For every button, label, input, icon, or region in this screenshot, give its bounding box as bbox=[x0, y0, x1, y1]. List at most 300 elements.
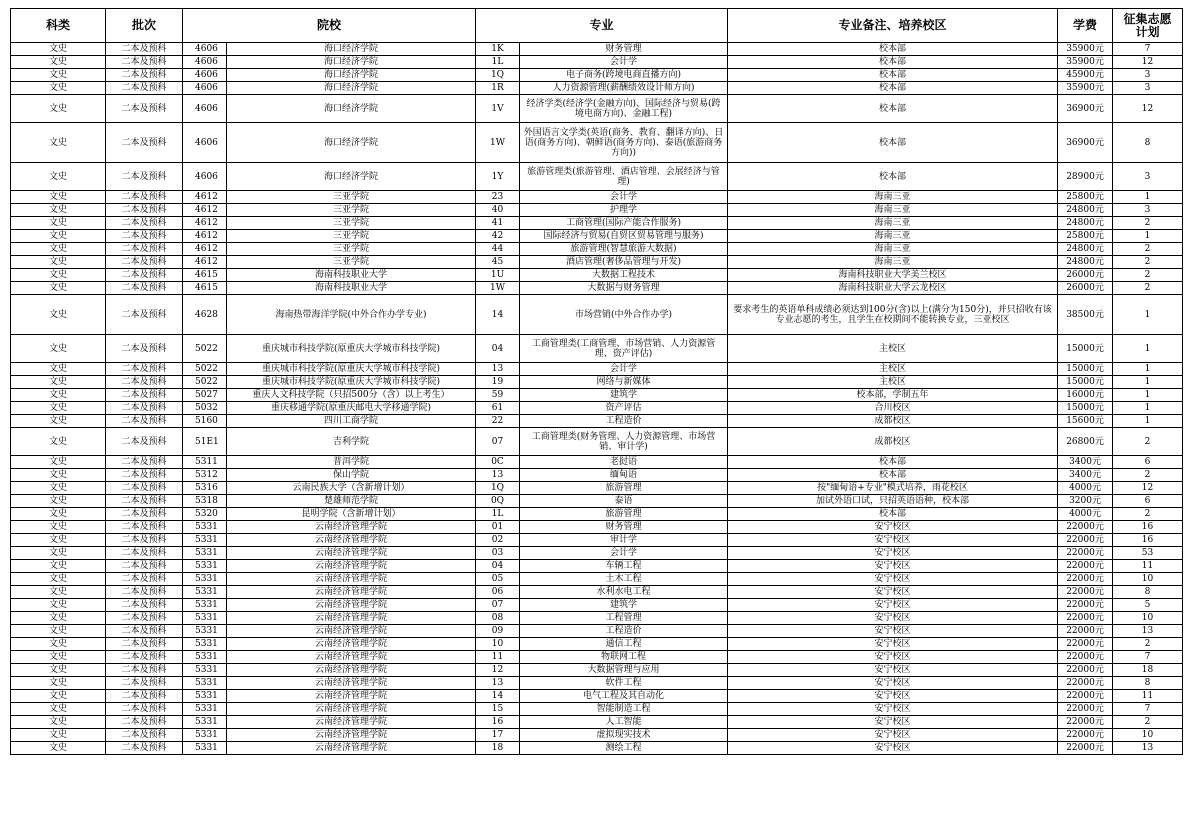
cell-major-name: 旅游管理(智慧旅游大数据) bbox=[520, 243, 728, 256]
cell-major-code: 1U bbox=[476, 269, 520, 282]
cell-school-name: 海口经济学院 bbox=[227, 82, 476, 95]
cell-school-name: 云南经济管理学院 bbox=[227, 534, 476, 547]
table-row bbox=[11, 82, 1183, 95]
cell-major-name: 审计学 bbox=[520, 534, 728, 547]
cell-major-notes: 海南三亚 bbox=[728, 256, 1058, 269]
table-row bbox=[11, 534, 1183, 547]
table-row bbox=[11, 363, 1183, 376]
cell-tuition: 4000元 bbox=[1058, 482, 1113, 495]
cell-major-name: 泰语 bbox=[520, 495, 728, 508]
cell-major-code: 1W bbox=[476, 123, 520, 163]
cell-major-code: 13 bbox=[476, 677, 520, 690]
cell-major-notes: 海南三亚 bbox=[728, 230, 1058, 243]
cell-school-name: 重庆城市科技学院(原重庆大学城市科技学院) bbox=[227, 376, 476, 389]
cell-tuition: 35900元 bbox=[1058, 56, 1113, 69]
cell-subject-type: 文史 bbox=[11, 415, 106, 428]
cell-plan-count: 11 bbox=[1113, 560, 1183, 573]
table-row bbox=[11, 638, 1183, 651]
cell-tuition: 15000元 bbox=[1058, 402, 1113, 415]
table-row bbox=[11, 256, 1183, 269]
cell-major-code: 13 bbox=[476, 363, 520, 376]
cell-major-notes: 校本部 bbox=[728, 508, 1058, 521]
cell-major-notes: 安宁校区 bbox=[728, 690, 1058, 703]
cell-major-code: 17 bbox=[476, 729, 520, 742]
cell-major-code: 0Q bbox=[476, 495, 520, 508]
cell-plan-count: 6 bbox=[1113, 495, 1183, 508]
cell-school-name: 云南经济管理学院 bbox=[227, 742, 476, 755]
cell-plan-count: 1 bbox=[1113, 415, 1183, 428]
cell-batch: 二本及预科 bbox=[106, 389, 183, 402]
header-major-notes: 专业备注、培养校区 bbox=[728, 9, 1058, 43]
cell-major-notes: 按"缅甸语+专业"模式培养，雨花校区 bbox=[728, 482, 1058, 495]
cell-major-code: 04 bbox=[476, 560, 520, 573]
table-row bbox=[11, 163, 1183, 191]
table-row bbox=[11, 586, 1183, 599]
table-row bbox=[11, 664, 1183, 677]
cell-school-code: 5331 bbox=[183, 677, 227, 690]
cell-plan-count: 3 bbox=[1113, 69, 1183, 82]
cell-major-code: 02 bbox=[476, 534, 520, 547]
cell-subject-type: 文史 bbox=[11, 243, 106, 256]
cell-major-notes: 安宁校区 bbox=[728, 742, 1058, 755]
cell-major-notes: 校本部 bbox=[728, 82, 1058, 95]
cell-major-code: 1W bbox=[476, 282, 520, 295]
cell-major-name: 大数据管理与应用 bbox=[520, 664, 728, 677]
cell-school-code: 5331 bbox=[183, 716, 227, 729]
admission-table-wrapper bbox=[10, 8, 1183, 755]
cell-major-notes: 成都校区 bbox=[728, 415, 1058, 428]
cell-school-name: 三亚学院 bbox=[227, 230, 476, 243]
cell-school-code: 5022 bbox=[183, 363, 227, 376]
cell-school-name: 云南经济管理学院 bbox=[227, 690, 476, 703]
cell-major-notes: 主校区 bbox=[728, 363, 1058, 376]
cell-school-name: 四川工商学院 bbox=[227, 415, 476, 428]
cell-major-notes: 安宁校区 bbox=[728, 586, 1058, 599]
cell-school-name: 吉利学院 bbox=[227, 428, 476, 456]
cell-batch: 二本及预科 bbox=[106, 495, 183, 508]
cell-major-code: 09 bbox=[476, 625, 520, 638]
cell-batch: 二本及预科 bbox=[106, 482, 183, 495]
cell-tuition: 26000元 bbox=[1058, 269, 1113, 282]
cell-subject-type: 文史 bbox=[11, 389, 106, 402]
cell-major-notes: 安宁校区 bbox=[728, 521, 1058, 534]
table-row bbox=[11, 43, 1183, 56]
cell-major-notes: 海南三亚 bbox=[728, 217, 1058, 230]
cell-major-name: 测绘工程 bbox=[520, 742, 728, 755]
cell-major-name: 电气工程及其自动化 bbox=[520, 690, 728, 703]
cell-tuition: 22000元 bbox=[1058, 716, 1113, 729]
cell-school-code: 5331 bbox=[183, 742, 227, 755]
cell-plan-count: 3 bbox=[1113, 204, 1183, 217]
cell-school-code: 4628 bbox=[183, 295, 227, 335]
cell-major-name: 车辆工程 bbox=[520, 560, 728, 573]
cell-subject-type: 文史 bbox=[11, 482, 106, 495]
cell-plan-count: 16 bbox=[1113, 534, 1183, 547]
table-row bbox=[11, 456, 1183, 469]
cell-plan-count: 2 bbox=[1113, 716, 1183, 729]
cell-major-notes: 海南科技职业大学云龙校区 bbox=[728, 282, 1058, 295]
cell-plan-count: 7 bbox=[1113, 703, 1183, 716]
cell-major-name: 酒店管理(奢侈品管理与开发) bbox=[520, 256, 728, 269]
cell-major-code: 22 bbox=[476, 415, 520, 428]
cell-school-code: 4606 bbox=[183, 123, 227, 163]
table-row bbox=[11, 243, 1183, 256]
cell-major-name: 财务管理 bbox=[520, 43, 728, 56]
cell-batch: 二本及预科 bbox=[106, 256, 183, 269]
cell-school-name: 云南经济管理学院 bbox=[227, 638, 476, 651]
cell-major-notes: 合川校区 bbox=[728, 402, 1058, 415]
table-row bbox=[11, 269, 1183, 282]
cell-tuition: 22000元 bbox=[1058, 742, 1113, 755]
cell-tuition: 22000元 bbox=[1058, 521, 1113, 534]
cell-tuition: 22000元 bbox=[1058, 560, 1113, 573]
cell-plan-count: 2 bbox=[1113, 469, 1183, 482]
table-row bbox=[11, 95, 1183, 123]
cell-major-notes: 海南三亚 bbox=[728, 243, 1058, 256]
cell-subject-type: 文史 bbox=[11, 625, 106, 638]
cell-school-code: 5318 bbox=[183, 495, 227, 508]
table-row bbox=[11, 690, 1183, 703]
cell-major-name: 水利水电工程 bbox=[520, 586, 728, 599]
cell-plan-count: 1 bbox=[1113, 295, 1183, 335]
cell-subject-type: 文史 bbox=[11, 508, 106, 521]
cell-tuition: 36900元 bbox=[1058, 123, 1113, 163]
cell-major-name: 国际经济与贸易(自贸区贸易管理与服务) bbox=[520, 230, 728, 243]
cell-major-name: 建筑学 bbox=[520, 389, 728, 402]
cell-tuition: 25800元 bbox=[1058, 230, 1113, 243]
cell-major-notes: 安宁校区 bbox=[728, 573, 1058, 586]
cell-school-code: 5022 bbox=[183, 376, 227, 389]
table-header-row bbox=[11, 9, 1183, 43]
cell-batch: 二本及预科 bbox=[106, 428, 183, 456]
cell-subject-type: 文史 bbox=[11, 282, 106, 295]
cell-subject-type: 文史 bbox=[11, 402, 106, 415]
cell-school-name: 重庆移通学院(原重庆邮电大学移通学院) bbox=[227, 402, 476, 415]
cell-school-name: 云南经济管理学院 bbox=[227, 612, 476, 625]
cell-major-notes: 安宁校区 bbox=[728, 729, 1058, 742]
cell-school-name: 云南经济管理学院 bbox=[227, 677, 476, 690]
cell-school-code: 4612 bbox=[183, 230, 227, 243]
cell-school-name: 重庆城市科技学院(原重庆大学城市科技学院) bbox=[227, 363, 476, 376]
cell-plan-count: 5 bbox=[1113, 599, 1183, 612]
cell-major-name: 老挝语 bbox=[520, 456, 728, 469]
cell-major-code: 42 bbox=[476, 230, 520, 243]
cell-school-name: 楚雄师范学院 bbox=[227, 495, 476, 508]
cell-major-code: 1R bbox=[476, 82, 520, 95]
cell-school-code: 4615 bbox=[183, 282, 227, 295]
table-row bbox=[11, 335, 1183, 363]
table-row bbox=[11, 729, 1183, 742]
table-row bbox=[11, 295, 1183, 335]
cell-batch: 二本及预科 bbox=[106, 95, 183, 123]
cell-school-code: 5331 bbox=[183, 703, 227, 716]
cell-school-code: 5331 bbox=[183, 521, 227, 534]
cell-tuition: 26000元 bbox=[1058, 282, 1113, 295]
cell-major-code: 07 bbox=[476, 599, 520, 612]
table-row bbox=[11, 123, 1183, 163]
cell-school-name: 云南经济管理学院 bbox=[227, 716, 476, 729]
cell-school-code: 5331 bbox=[183, 612, 227, 625]
cell-major-name: 市场营销(中外合作办学) bbox=[520, 295, 728, 335]
table-row bbox=[11, 428, 1183, 456]
cell-school-code: 4612 bbox=[183, 191, 227, 204]
cell-plan-count: 2 bbox=[1113, 428, 1183, 456]
cell-subject-type: 文史 bbox=[11, 456, 106, 469]
cell-tuition: 3200元 bbox=[1058, 495, 1113, 508]
cell-plan-count: 7 bbox=[1113, 651, 1183, 664]
cell-major-name: 财务管理 bbox=[520, 521, 728, 534]
cell-batch: 二本及预科 bbox=[106, 638, 183, 651]
cell-school-code: 4612 bbox=[183, 217, 227, 230]
cell-subject-type: 文史 bbox=[11, 295, 106, 335]
cell-major-name: 旅游管理类(旅游管理、酒店管理、会展经济与管理) bbox=[520, 163, 728, 191]
cell-major-name: 软件工程 bbox=[520, 677, 728, 690]
cell-batch: 二本及预科 bbox=[106, 599, 183, 612]
table-row bbox=[11, 599, 1183, 612]
cell-major-notes: 校本部 bbox=[728, 69, 1058, 82]
cell-school-code: 5027 bbox=[183, 389, 227, 402]
table-row bbox=[11, 495, 1183, 508]
cell-subject-type: 文史 bbox=[11, 742, 106, 755]
cell-major-code: 11 bbox=[476, 651, 520, 664]
cell-major-code: 12 bbox=[476, 664, 520, 677]
cell-major-name: 工程管理 bbox=[520, 612, 728, 625]
cell-batch: 二本及预科 bbox=[106, 703, 183, 716]
cell-major-notes: 校本部 bbox=[728, 56, 1058, 69]
cell-subject-type: 文史 bbox=[11, 612, 106, 625]
cell-subject-type: 文史 bbox=[11, 56, 106, 69]
cell-school-code: 5022 bbox=[183, 335, 227, 363]
header-tuition: 学费 bbox=[1058, 9, 1113, 43]
cell-major-notes: 校本部 bbox=[728, 43, 1058, 56]
cell-subject-type: 文史 bbox=[11, 43, 106, 56]
cell-school-name: 云南经济管理学院 bbox=[227, 547, 476, 560]
cell-major-name: 人工智能 bbox=[520, 716, 728, 729]
cell-school-code: 5331 bbox=[183, 534, 227, 547]
table-row bbox=[11, 415, 1183, 428]
cell-tuition: 24800元 bbox=[1058, 204, 1113, 217]
cell-major-code: 08 bbox=[476, 612, 520, 625]
table-row bbox=[11, 560, 1183, 573]
table-row bbox=[11, 547, 1183, 560]
cell-major-code: 16 bbox=[476, 716, 520, 729]
cell-batch: 二本及预科 bbox=[106, 43, 183, 56]
cell-tuition: 28900元 bbox=[1058, 163, 1113, 191]
cell-school-code: 5316 bbox=[183, 482, 227, 495]
cell-major-code: 14 bbox=[476, 295, 520, 335]
cell-batch: 二本及预科 bbox=[106, 716, 183, 729]
cell-major-name: 缅甸语 bbox=[520, 469, 728, 482]
cell-tuition: 15000元 bbox=[1058, 376, 1113, 389]
cell-tuition: 22000元 bbox=[1058, 677, 1113, 690]
cell-school-name: 海口经济学院 bbox=[227, 56, 476, 69]
cell-subject-type: 文史 bbox=[11, 729, 106, 742]
cell-plan-count: 2 bbox=[1113, 282, 1183, 295]
cell-tuition: 45900元 bbox=[1058, 69, 1113, 82]
cell-major-code: 06 bbox=[476, 586, 520, 599]
cell-plan-count: 2 bbox=[1113, 638, 1183, 651]
cell-major-name: 大数据工程技术 bbox=[520, 269, 728, 282]
cell-school-code: 5160 bbox=[183, 415, 227, 428]
cell-tuition: 22000元 bbox=[1058, 547, 1113, 560]
cell-plan-count: 2 bbox=[1113, 256, 1183, 269]
cell-major-code: 1L bbox=[476, 508, 520, 521]
cell-major-name: 旅游管理 bbox=[520, 482, 728, 495]
cell-major-notes: 安宁校区 bbox=[728, 703, 1058, 716]
cell-tuition: 22000元 bbox=[1058, 638, 1113, 651]
cell-batch: 二本及预科 bbox=[106, 204, 183, 217]
cell-major-name: 工程造价 bbox=[520, 415, 728, 428]
cell-school-name: 海口经济学院 bbox=[227, 43, 476, 56]
cell-major-notes: 安宁校区 bbox=[728, 677, 1058, 690]
cell-major-notes: 校本部 bbox=[728, 123, 1058, 163]
table-row bbox=[11, 69, 1183, 82]
cell-batch: 二本及预科 bbox=[106, 282, 183, 295]
cell-school-code: 4612 bbox=[183, 204, 227, 217]
cell-school-name: 昆明学院（含新增计划） bbox=[227, 508, 476, 521]
cell-subject-type: 文史 bbox=[11, 716, 106, 729]
cell-tuition: 35900元 bbox=[1058, 43, 1113, 56]
cell-tuition: 22000元 bbox=[1058, 586, 1113, 599]
cell-school-name: 云南经济管理学院 bbox=[227, 560, 476, 573]
cell-subject-type: 文史 bbox=[11, 335, 106, 363]
cell-plan-count: 1 bbox=[1113, 363, 1183, 376]
cell-school-code: 5331 bbox=[183, 638, 227, 651]
cell-plan-count: 10 bbox=[1113, 729, 1183, 742]
cell-tuition: 38500元 bbox=[1058, 295, 1113, 335]
table-row bbox=[11, 716, 1183, 729]
cell-school-code: 4606 bbox=[183, 82, 227, 95]
cell-school-code: 5331 bbox=[183, 690, 227, 703]
cell-school-name: 重庆人文科技学院（只招500分（含）以上考生） bbox=[227, 389, 476, 402]
cell-tuition: 22000元 bbox=[1058, 664, 1113, 677]
cell-subject-type: 文史 bbox=[11, 256, 106, 269]
table-row bbox=[11, 230, 1183, 243]
cell-batch: 二本及预科 bbox=[106, 402, 183, 415]
cell-major-code: 1Q bbox=[476, 69, 520, 82]
cell-major-notes: 海南科技职业大学美兰校区 bbox=[728, 269, 1058, 282]
cell-plan-count: 7 bbox=[1113, 43, 1183, 56]
cell-plan-count: 3 bbox=[1113, 82, 1183, 95]
cell-major-notes: 校本部，学制五年 bbox=[728, 389, 1058, 402]
cell-plan-count: 8 bbox=[1113, 677, 1183, 690]
table-row bbox=[11, 612, 1183, 625]
cell-school-name: 三亚学院 bbox=[227, 256, 476, 269]
cell-major-name: 会计学 bbox=[520, 56, 728, 69]
cell-batch: 二本及预科 bbox=[106, 690, 183, 703]
cell-plan-count: 2 bbox=[1113, 508, 1183, 521]
table-row bbox=[11, 389, 1183, 402]
cell-subject-type: 文史 bbox=[11, 495, 106, 508]
cell-subject-type: 文史 bbox=[11, 703, 106, 716]
cell-batch: 二本及预科 bbox=[106, 534, 183, 547]
cell-major-name: 经济学类(经济学(金融方向)、国际经济与贸易(跨境电商方向)、金融工程) bbox=[520, 95, 728, 123]
cell-school-code: 51E1 bbox=[183, 428, 227, 456]
cell-tuition: 4000元 bbox=[1058, 508, 1113, 521]
cell-batch: 二本及预科 bbox=[106, 521, 183, 534]
cell-school-name: 保山学院 bbox=[227, 469, 476, 482]
cell-batch: 二本及预科 bbox=[106, 163, 183, 191]
cell-major-notes: 校本部 bbox=[728, 469, 1058, 482]
cell-school-code: 5331 bbox=[183, 573, 227, 586]
cell-major-notes: 校本部 bbox=[728, 456, 1058, 469]
cell-batch: 二本及预科 bbox=[106, 677, 183, 690]
cell-plan-count: 10 bbox=[1113, 612, 1183, 625]
cell-major-name: 人力资源管理(薪酬绩效设计师方向) bbox=[520, 82, 728, 95]
cell-school-code: 4606 bbox=[183, 163, 227, 191]
cell-major-notes: 安宁校区 bbox=[728, 534, 1058, 547]
cell-tuition: 36900元 bbox=[1058, 95, 1113, 123]
cell-batch: 二本及预科 bbox=[106, 69, 183, 82]
cell-major-code: 61 bbox=[476, 402, 520, 415]
cell-major-code: 18 bbox=[476, 742, 520, 755]
cell-tuition: 15000元 bbox=[1058, 335, 1113, 363]
cell-school-code: 4606 bbox=[183, 69, 227, 82]
cell-subject-type: 文史 bbox=[11, 123, 106, 163]
cell-school-name: 云南经济管理学院 bbox=[227, 573, 476, 586]
cell-subject-type: 文史 bbox=[11, 677, 106, 690]
cell-major-name: 工程造价 bbox=[520, 625, 728, 638]
cell-plan-count: 16 bbox=[1113, 521, 1183, 534]
table-row bbox=[11, 204, 1183, 217]
cell-batch: 二本及预科 bbox=[106, 664, 183, 677]
cell-school-code: 5032 bbox=[183, 402, 227, 415]
cell-subject-type: 文史 bbox=[11, 599, 106, 612]
cell-subject-type: 文史 bbox=[11, 521, 106, 534]
cell-major-code: 07 bbox=[476, 428, 520, 456]
cell-tuition: 22000元 bbox=[1058, 599, 1113, 612]
cell-major-code: 10 bbox=[476, 638, 520, 651]
cell-school-code: 4606 bbox=[183, 56, 227, 69]
cell-batch: 二本及预科 bbox=[106, 217, 183, 230]
header-subject-type: 科类 bbox=[11, 9, 106, 43]
table-row bbox=[11, 469, 1183, 482]
cell-major-notes: 要求考生的英语单科成绩必须达到100分(含)以上(满分为150分)，并只招收有该专业志愿的考生，且学生在校期间不能转换专业，三亚校区 bbox=[728, 295, 1058, 335]
cell-major-code: 0C bbox=[476, 456, 520, 469]
cell-subject-type: 文史 bbox=[11, 95, 106, 123]
cell-major-notes: 安宁校区 bbox=[728, 599, 1058, 612]
table-row bbox=[11, 282, 1183, 295]
cell-school-code: 4612 bbox=[183, 256, 227, 269]
cell-major-notes: 安宁校区 bbox=[728, 716, 1058, 729]
cell-major-notes: 校本部 bbox=[728, 95, 1058, 123]
cell-plan-count: 18 bbox=[1113, 664, 1183, 677]
cell-tuition: 22000元 bbox=[1058, 612, 1113, 625]
cell-batch: 二本及预科 bbox=[106, 508, 183, 521]
cell-batch: 二本及预科 bbox=[106, 82, 183, 95]
cell-major-name: 护理学 bbox=[520, 204, 728, 217]
cell-school-code: 5331 bbox=[183, 547, 227, 560]
cell-major-code: 13 bbox=[476, 469, 520, 482]
table-row bbox=[11, 573, 1183, 586]
cell-major-notes: 安宁校区 bbox=[728, 638, 1058, 651]
header-school: 院校 bbox=[183, 9, 476, 43]
cell-major-name: 网络与新媒体 bbox=[520, 376, 728, 389]
header-batch: 批次 bbox=[106, 9, 183, 43]
cell-major-code: 44 bbox=[476, 243, 520, 256]
cell-major-name: 会计学 bbox=[520, 547, 728, 560]
cell-major-name: 会计学 bbox=[520, 191, 728, 204]
cell-school-code: 5331 bbox=[183, 586, 227, 599]
cell-major-notes: 安宁校区 bbox=[728, 547, 1058, 560]
cell-plan-count: 12 bbox=[1113, 95, 1183, 123]
cell-major-name: 通信工程 bbox=[520, 638, 728, 651]
cell-subject-type: 文史 bbox=[11, 82, 106, 95]
cell-school-code: 5311 bbox=[183, 456, 227, 469]
header-major: 专业 bbox=[476, 9, 728, 43]
cell-plan-count: 12 bbox=[1113, 56, 1183, 69]
cell-major-notes: 海南三亚 bbox=[728, 204, 1058, 217]
